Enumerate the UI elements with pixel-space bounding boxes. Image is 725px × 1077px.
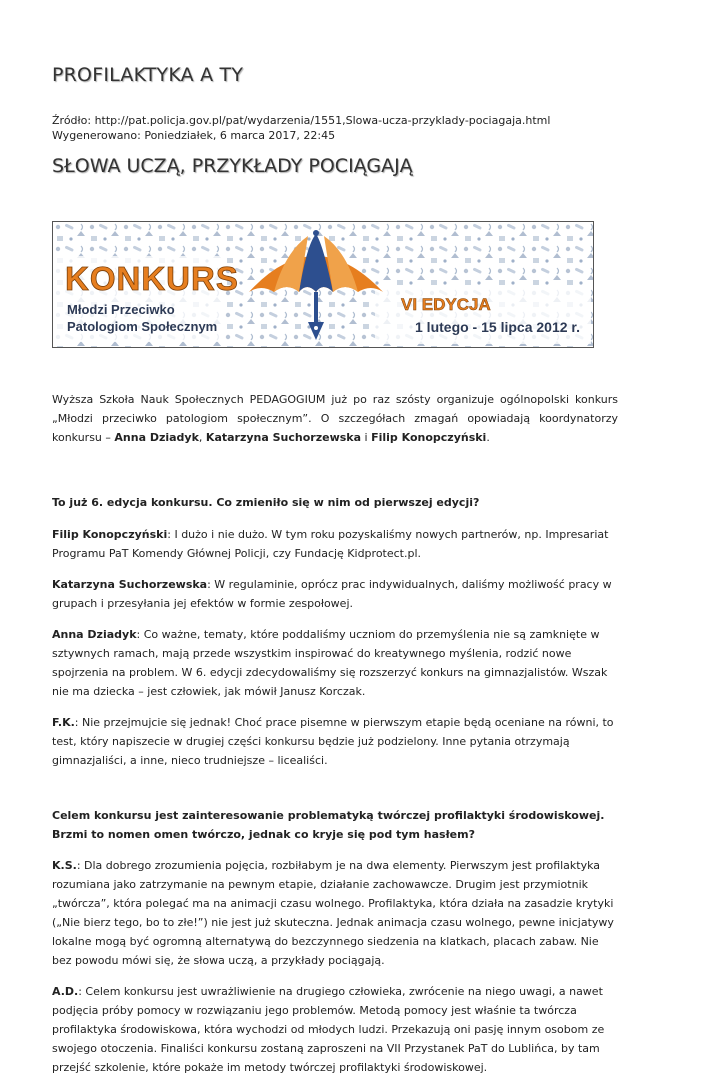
answer-text: : Nie przejmujcie się jednak! Choć prace pisemne w pierwszym etapie będą oceniane na równi, to test, który napiszecie w drugiej części konkursu będzie już podzielony. Inne pytania otrzymają gimnazjaliści, a inne, nieco trudniejsze – licealiści.	[52, 716, 614, 767]
intro-separator-1: ,	[198, 431, 206, 444]
coordinator-name-2: Katarzyna Suchorzewska	[205, 431, 362, 444]
banner-subtitle-line1: Młodzi Przeciwko	[67, 302, 175, 317]
coordinator-name-3: Filip Konopczyński	[371, 431, 487, 444]
answer-paragraph	[52, 856, 618, 970]
banner-subtitle-line2: Patologiom Społecznym	[67, 319, 218, 334]
speaker-name: Filip Konopczyński	[52, 528, 168, 541]
generated-line: Wygenerowano: Poniedziałek, 6 marca 2017, 22:45	[52, 129, 336, 142]
banner-dates: 1 lutego - 15 lipca 2012 r.	[415, 319, 580, 335]
speaker-name: F.K.	[52, 716, 75, 729]
contest-banner	[52, 221, 594, 348]
answer-paragraph	[52, 713, 618, 770]
banner-headline: KONKURS	[65, 260, 239, 297]
site-title: PROFILAKTYKA A TY	[52, 64, 244, 86]
document-meta	[52, 113, 550, 143]
coordinator-name-1: Anna Dziadyk	[114, 431, 199, 444]
answer-text: : Co ważne, tematy, które poddaliśmy uczniom do przemyślenia nie są zamknięte w sztywnych ramach, mają przede wszystkim inspirować do kreatywnego myślenia, rodzić nowe spojrzenia na problem. W 6. edycji zdecydowaliśmy się rozszerzyć konkurs na gimnazjalistów. Wszak nie ma dziecka – jest człowiek, jak mówił Janusz Korczak.	[52, 628, 608, 698]
intro-text: Wyższa Szkoła Nauk Społecznych PEDAGOGIUM już po raz szósty organizuje ogólnopolski konkurs „Młodzi przeciwko patologiom społecznym”. O szczegółach zmagań opowiadają koordynatorzy konkursu –	[52, 393, 618, 444]
question-2: Celem konkursu jest zainteresowanie problematyką twórczej profilaktyki środowiskowej. Brzmi to nomen omen twórczo, jednak co kryje się pod tym hasłem?	[52, 809, 605, 841]
banner-edition: VI EDYCJA	[401, 295, 491, 314]
article-title: SŁOWA UCZĄ, PRZYKŁADY POCIĄGAJĄ	[52, 155, 413, 177]
intro-separator-2: i	[361, 431, 372, 444]
answer-paragraph	[52, 625, 618, 701]
speaker-name: Katarzyna Suchorzewska	[52, 578, 208, 591]
question-1: To już 6. edycja konkursu. Co zmieniło się w nim od pierwszej edycji?	[52, 496, 480, 509]
intro-end: .	[486, 431, 490, 444]
answer-text: : Dla dobrego zrozumienia pojęcia, rozbiłabym je na dwa elementy. Pierwszym jest profilaktyka rozumiana jako zatrzymanie na pewnym etapie, działanie zachowawcze. Drugim jest przymiotnik „twórcza”, która polegać ma na animacji czasu wolnego. Profilaktyka, która działa na zasadzie krytyki („Nie bierz tego, bo to złe!”) nie jest już skuteczna. Jednak animacja czasu wolnego, pewne inicjatywy lokalne mogą być ogromną alternatywą do bezczynnego siedzenia na klatkach, placach zabaw. Nie bez powodu mówi się, że słowa uczą, a przykłady pociągają.	[52, 859, 614, 967]
article-body	[52, 390, 618, 1077]
speaker-name: Anna Dziadyk	[52, 628, 137, 641]
speaker-name: K.S.	[52, 859, 77, 872]
speaker-name: A.D.	[52, 985, 79, 998]
answer-paragraph	[52, 525, 618, 563]
answer-paragraph	[52, 575, 618, 613]
answer-text: : W regulaminie, oprócz prac indywidualnych, daliśmy możliwość pracy w grupach i przesyłania jej efektów w formie zespołowej.	[52, 578, 612, 610]
answer-paragraph	[52, 982, 618, 1077]
answer-text: : Celem konkursu jest uwrażliwienie na drugiego człowieka, zwrócenie na niego uwagi, a nawet podjęcia próby pomocy w rozwiązaniu jego problemów. Metodą pomocy jest właśnie ta twórcza profilaktyka środowiskowa, która wychodzi od młodych ludzi. Przekazują oni pasję innym osobom ze swojego otoczenia. Finaliści konkursu zostaną zaproszeni na VII Przystanek PaT do Lublińca, by tam przejść szkolenie, które pokaże im metody twórczej profilaktyki środowiskowej.	[52, 985, 605, 1074]
intro-paragraph	[52, 390, 618, 447]
source-line: Źródło: http://pat.policja.gov.pl/pat/wydarzenia/1551,Slowa-ucza-przyklady-pociagaja.html	[52, 114, 551, 127]
answer-text: : I dużo i nie dużo. W tym roku pozyskaliśmy nowych partnerów, np. Impresariat Programu PaT Komendy Głównej Policji, czy Fundację Kidprotect.pl.	[52, 528, 609, 560]
